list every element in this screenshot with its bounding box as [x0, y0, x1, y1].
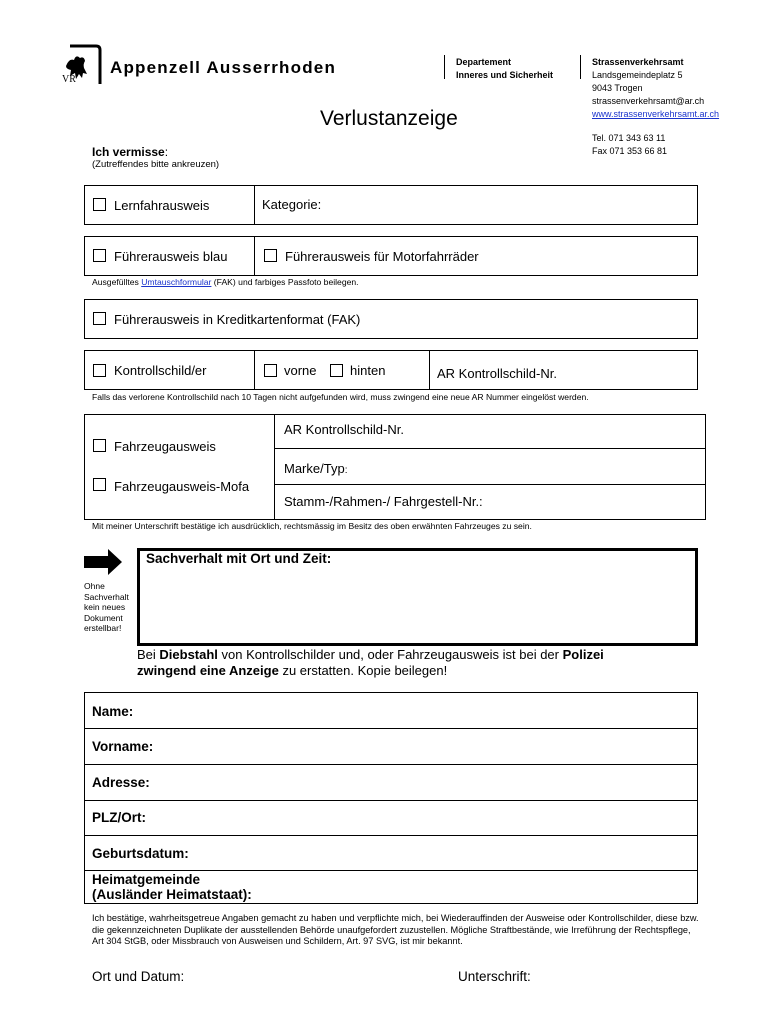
fuehrerausweis-kreditkarte-checkbox[interactable]: [93, 312, 106, 325]
sachverhalt-title: Sachverhalt mit Ort und Zeit:: [146, 551, 332, 566]
declaration-text: Ich bestätige, wahrheitsgetreue Angaben gemacht zu haben und verpflichte mich, bei Wiederauffinden der Ausweise oder Kontrollschilder, diese bzw. die gekennzeichneten Duplikate der ausstellenden Behörde unaufgefordert zuzustellen. Mögliche Straftbestände, wie Irreführung der Rechtspflege, Art 304 StGB, oder Missbrauch von Ausweisen und Schildern, Art. 97 SVG, ist mir bekannt.: [92, 913, 699, 946]
kontrollschild-checkbox[interactable]: [93, 364, 106, 377]
adresse-field-label[interactable]: Adresse:: [92, 775, 150, 790]
umtausch-note-pre: Ausgefülltes: [92, 277, 142, 287]
office-address-1: Landsgemeindeplatz 5: [592, 70, 683, 80]
marke-typ-label: [284, 460, 347, 478]
name-field-label[interactable]: Name:: [92, 704, 134, 719]
personal-data-row-divider: [84, 764, 698, 765]
marke-typ-text: Marke/Typ: [284, 461, 345, 476]
fuehrerausweis-blau-label: Führerausweis blau: [114, 249, 228, 264]
header-divider-1: [444, 55, 445, 79]
anzeige-emphasis: zwingend eine Anzeige: [137, 663, 279, 678]
diebstahl-text: zu erstatten. Kopie beilegen!: [278, 663, 448, 678]
lernfahrausweis-checkbox[interactable]: [93, 198, 106, 211]
row-fahrzeugausweis-divider: [274, 414, 275, 520]
vorne-label: vorne: [284, 363, 317, 378]
ort-datum-label: Ort und Datum:: [92, 969, 185, 984]
personal-data-row-divider: [84, 800, 698, 801]
ich-vermisse-text: Ich vermisse: [92, 145, 165, 159]
department-label: Departement: [456, 57, 512, 67]
ich-vermisse-label: [92, 145, 168, 159]
personal-data-row-divider: [84, 870, 698, 871]
ar-kontrollschild-nr2-label: AR Kontrollschild-Nr.: [284, 422, 404, 437]
umtauschformular-link[interactable]: Umtauschformular: [141, 277, 212, 287]
side-note-line: Sachverhalt: [84, 591, 129, 602]
row-kontrollschild-divider-2: [429, 350, 430, 390]
office-address-2: 9043 Trogen: [592, 83, 643, 93]
office-phone-block: [592, 132, 667, 158]
vorname-field-label[interactable]: Vorname:: [92, 739, 154, 754]
arrow-icon: [84, 549, 122, 580]
org-name: Appenzell Ausserrhoden: [110, 58, 337, 77]
row-lernfahrausweis-divider: [254, 185, 255, 225]
plz-ort-field-label[interactable]: PLZ/Ort:: [92, 810, 146, 825]
polizei-emphasis: Polizei: [562, 647, 604, 662]
stamm-nr-label: Stamm-/Rahmen-/ Fahrgestell-Nr.:: [284, 494, 483, 509]
side-note-line: kein neues: [84, 602, 126, 612]
office-block: [592, 56, 719, 121]
umtausch-note-post: (FAK) und farbiges Passfoto beilegen.: [211, 277, 359, 287]
department-name: Inneres und Sicherheit: [456, 70, 554, 80]
diebstahl-emphasis: Diebstahl: [159, 647, 218, 662]
kategorie-label: Kategorie:: [262, 197, 322, 212]
diebstahl-text: von Kontrollschilder und, oder Fahrzeugausweis ist bei der: [217, 647, 563, 662]
office-name: Strassenverkehrsamt: [592, 57, 684, 67]
fahrzeugausweis-mofa-checkbox[interactable]: [93, 478, 106, 491]
kontrollschild-label: Kontrollschild/er: [114, 363, 207, 378]
unterschrift-note: Mit meiner Unterschrift bestätige ich ausdrücklich, rechtsmässig im Besitz des oben erwähnten Fahrzeuges zu sein.: [92, 521, 532, 531]
heimatgemeinde-line-1: Heimatgemeinde: [92, 872, 201, 887]
department-block: [456, 56, 553, 82]
side-note-line: Dokument: [84, 612, 123, 623]
marke-typ-colon: :: [344, 465, 348, 476]
row-fahrzeugausweis-hline-2: [274, 484, 706, 485]
row-kontrollschild-divider-1: [254, 350, 255, 390]
ich-vermisse-colon: :: [164, 145, 169, 159]
geburtsdatum-field-label[interactable]: Geburtsdatum:: [92, 846, 189, 861]
office-fax: Fax 071 353 66 81: [592, 146, 668, 156]
office-tel: Tel. 071 343 63 11: [592, 133, 666, 143]
diebstahl-text: Bei: [137, 647, 160, 662]
header-divider-2: [580, 55, 581, 79]
fahrzeugausweis-label: Fahrzeugausweis: [114, 439, 216, 454]
fuehrerausweis-motorfahrraeder-label: Führerausweis für Motorfahrräder: [285, 249, 479, 264]
office-website-link[interactable]: www.strassenverkehrsamt.ar.ch: [592, 109, 720, 119]
hinten-checkbox[interactable]: [330, 364, 343, 377]
fuehrerausweis-blau-checkbox[interactable]: [93, 249, 106, 262]
office-email[interactable]: strassenverkehrsamt@ar.ch: [592, 96, 705, 106]
heimatgemeinde-field-label[interactable]: [92, 872, 252, 902]
form-title: Verlustanzeige: [320, 107, 458, 130]
side-note: [84, 581, 129, 634]
lernfahrausweis-label: Lernfahrausweis: [114, 198, 210, 213]
vorne-checkbox[interactable]: [264, 364, 277, 377]
side-note-line: erstellbar!: [84, 623, 122, 633]
fahrzeugausweis-mofa-label: Fahrzeugausweis-Mofa: [114, 479, 250, 494]
fuehrerausweis-kreditkarte-label: Führerausweis in Kreditkartenformat (FAK): [114, 312, 361, 327]
unterschrift-label: Unterschrift:: [458, 969, 531, 984]
kontrollschild-note: Falls das verlorene Kontrollschild nach 10 Tagen nicht aufgefunden wird, muss zwingend eine neue AR Nummer eingelöst werden.: [92, 392, 589, 402]
row-fahrzeugausweis-hline-1: [274, 448, 706, 449]
heimatgemeinde-line-2: (Ausländer Heimatstaat):: [92, 887, 252, 902]
diebstahl-note: [137, 647, 697, 679]
ar-kontrollschild-nr-label: AR Kontrollschild-Nr.: [437, 366, 557, 381]
fahrzeugausweis-checkbox[interactable]: [93, 439, 106, 452]
umtausch-note: [92, 277, 359, 287]
row-fuehrerausweis-divider: [254, 236, 255, 276]
side-note-line: Ohne: [84, 581, 105, 591]
logo-letters: VR: [62, 74, 76, 85]
personal-data-row-divider: [84, 728, 698, 729]
logo: [58, 44, 104, 92]
personal-data-row-divider: [84, 835, 698, 836]
hinten-label: hinten: [350, 363, 386, 378]
fuehrerausweis-motorfahrraeder-checkbox[interactable]: [264, 249, 277, 262]
instruction-text: (Zutreffendes bitte ankreuzen): [92, 159, 220, 170]
